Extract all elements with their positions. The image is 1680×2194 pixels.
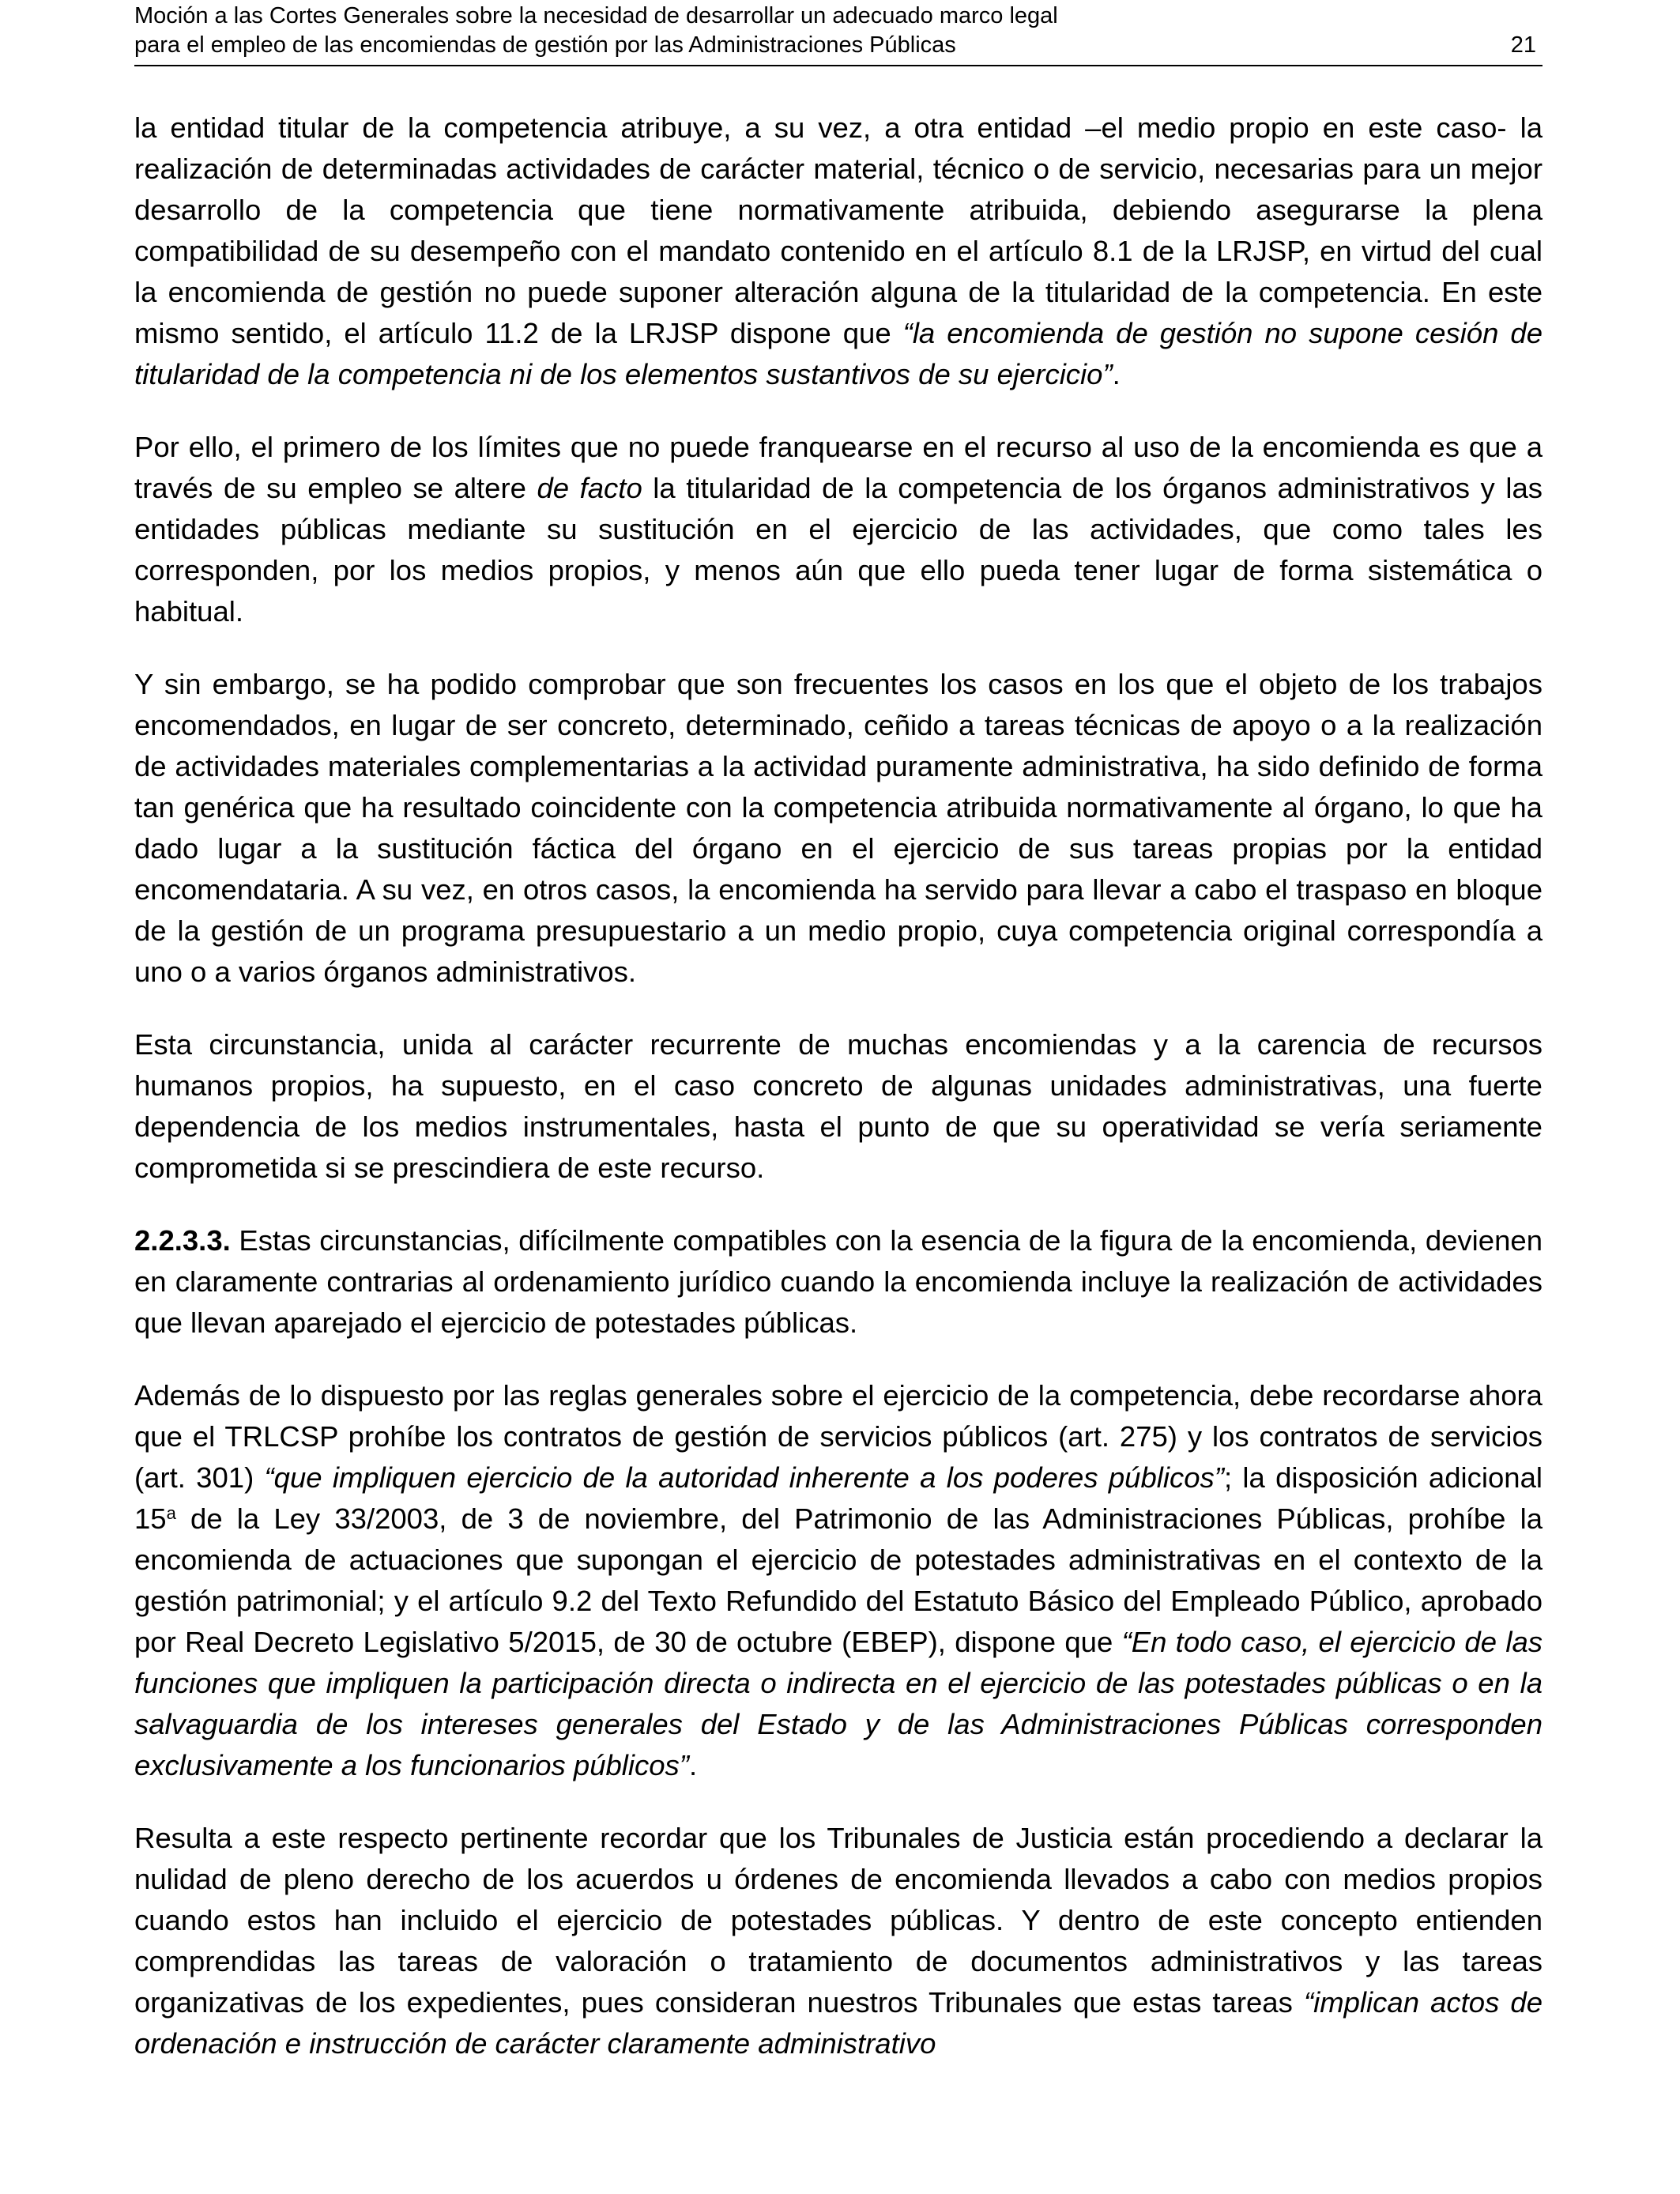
paragraph-5 [134,1220,1543,1344]
paragraph-2-text: Por ello, el primero de los límites que no puede franquearse en el recurso al uso de la encomienda es que a través de su empleo se altere [134,431,1543,504]
section-number: 2.2.3.3. [134,1224,231,1257]
paragraph-6-text-3: de la Ley 33/2003, de 3 de noviembre, del Patrimonio de las Administraciones Públicas, prohíbe la encomienda de actuaciones que supongan el ejercicio de potestades administrativas en el contexto de la gestión patrimonial; y el artículo 9.2 del Texto Refundido del Estatuto Básico del Empleado Público, aprobado por Real Decreto Legislativo 5/2015, de 30 de octubre (EBEP), dispone que [134,1502,1543,1658]
paragraph-6-end: . [688,1749,698,1781]
paragraph-2-text-end: la titularidad de la competencia de los órganos administrativos y las entidades públicas mediante su sustitución en el ejercicio de las actividades, que como tales les corresponden, por los medios propios, y menos aún que ello pueda tener lugar de forma sistemática o habitual. [134,472,1543,628]
paragraph-2-latin-term: de facto [537,472,642,504]
paragraph-6-quote-1: “que impliquen ejercicio de la autoridad inherente a los poderes públicos” [264,1461,1224,1494]
paragraph-5-text: Estas circunstancias, difícilmente compatibles con la esencia de la figura de la encomienda, devienen en claramente contrarias al ordenamiento jurídico cuando la encomienda incluye la realización de actividades que llevan aparejado el ejercicio de potestades públicas. [134,1224,1543,1339]
paragraph-7 [134,1818,1543,2064]
header-title-line-2: para el empleo de las encomiendas de gestión por las Administraciones Públicas [134,32,956,58]
page-number: 21 [1510,32,1536,58]
paragraph-6 [134,1375,1543,1786]
paragraph-3 [134,664,1543,993]
paragraph-6-text: Además de lo dispuesto por las reglas generales sobre el ejercicio de la competencia, debe recordarse ahora que el TRLCSP prohíbe los contratos de gestión de servicios públicos (art. 275) y los contratos de servicios (art. 301) [134,1379,1543,1494]
ordinal-superscript: a [166,1503,176,1523]
paragraph-1-end: . [1112,358,1121,390]
document-body [134,107,1543,2096]
paragraph-4 [134,1024,1543,1189]
paragraph-7-text: Resulta a este respecto pertinente recordar que los Tribunales de Justicia están procediendo a declarar la nulidad de pleno derecho de los acuerdos u órdenes de encomienda llevados a cabo con medios propios cuando estos han incluido el ejercicio de potestades públicas. Y dentro de este concepto entienden comprendidas las tareas de valoración o tratamiento de documentos administrativos y las tareas organizativas de los expedientes, pues consideran nuestros Tribunales que estas tareas [134,1822,1543,2019]
paragraph-1-quote: “la encomienda de gestión no supone cesión de titularidad de la competencia ni de los elementos sustantivos de su ejercicio” [134,317,1543,390]
page-header [134,2,1543,66]
paragraph-6-text-2: ; la disposición adicional 15 [134,1461,1543,1535]
header-title-line-1: Moción a las Cortes Generales sobre la necesidad de desarrollar un adecuado marco legal [134,3,1058,28]
paragraph-6-quote-2: “En todo caso, el ejercicio de las funciones que impliquen la participación directa o indirecta en el ejercicio de las potestades públicas o en la salvaguardia de los intereses generales del Estado y de las Administraciones Públicas corresponden exclusivamente a los funcionarios públicos” [134,1626,1543,1781]
paragraph-2 [134,427,1543,632]
paragraph-3-text: Y sin embargo, se ha podido comprobar que son frecuentes los casos en los que el objeto de los trabajos encomendados, en lugar de ser concreto, determinado, ceñido a tareas técnicas de apoyo o a la realización de actividades materiales complementarias a la actividad puramente administrativa, ha sido definido de forma tan genérica que ha resultado coincidente con la competencia atribuida normativamente al órgano, lo que ha dado lugar a la sustitución fáctica del órgano en el ejercicio de sus tareas propias por la entidad encomendataria. A su vez, en otros casos, la encomienda ha servido para llevar a cabo el traspaso en bloque de la gestión de un programa presupuestario a un medio propio, cuya competencia original correspondía a uno o a varios órganos administrativos. [134,668,1543,988]
paragraph-4-text: Esta circunstancia, unida al carácter recurrente de muchas encomiendas y a la carencia de recursos humanos propios, ha supuesto, en el caso concreto de algunas unidades administrativas, una fuerte dependencia de los medios instrumentales, hasta el punto de que su operatividad se vería seriamente comprometida si se prescindiera de este recurso. [134,1028,1543,1184]
paragraph-1-text: la entidad titular de la competencia atribuye, a su vez, a otra entidad –el medio propio en este caso- la realización de determinadas actividades de carácter material, técnico o de servicio, necesarias para un mejor desarrollo de la competencia que tiene normativamente atribuida, debiendo asegurarse la plena compatibilidad de su desempeño con el mandato contenido en el artículo 8.1 de la LRJSP, en virtud del cual la encomienda de gestión no puede suponer alteración alguna de la titularidad de la competencia. En este mismo sentido, el artículo 11.2 de la LRJSP dispone que [134,111,1543,349]
paragraph-1 [134,107,1543,395]
paragraph-7-quote: “implican actos de ordenación e instrucción de carácter claramente administrativo [134,1986,1543,2060]
